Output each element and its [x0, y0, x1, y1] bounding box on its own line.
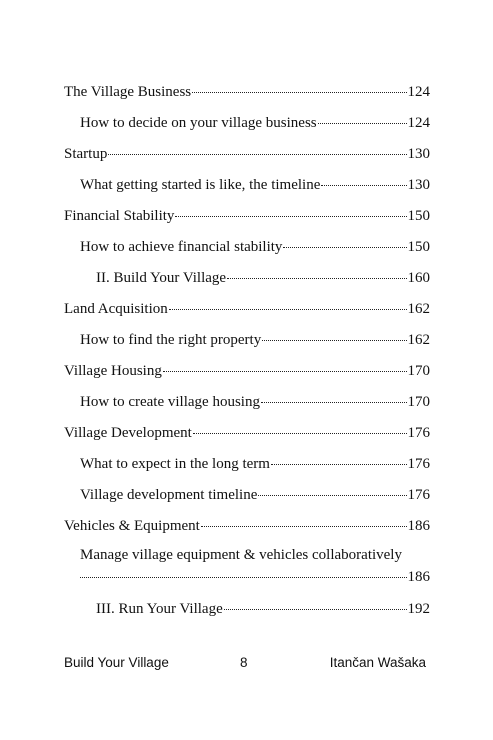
- dot-leader: [169, 309, 407, 310]
- toc-entry-title: What to expect in the long term: [80, 456, 270, 472]
- dot-leader: [262, 340, 406, 341]
- toc-entry-vehicles-equipment[interactable]: [64, 514, 430, 545]
- toc-entry-title: How to find the right property: [80, 332, 262, 348]
- toc-entry-manage-equipment[interactable]: [64, 545, 430, 589]
- toc-entry-page: 150: [407, 239, 430, 255]
- dot-leader: [258, 495, 406, 496]
- toc-entry-page: 176: [407, 487, 430, 503]
- toc-entry-title: Vehicles & Equipment: [64, 518, 200, 534]
- toc-entry-financial-stability[interactable]: [64, 204, 430, 235]
- toc-entry-page: 162: [407, 332, 430, 348]
- dot-leader: [318, 123, 407, 124]
- footer-book-title: Build Your Village: [64, 655, 169, 670]
- toc-entry-page: 162: [407, 301, 430, 317]
- toc-entry-title: How to decide on your village business: [80, 115, 317, 131]
- dot-leader: [108, 154, 406, 155]
- toc-entry-village-housing[interactable]: [64, 359, 430, 390]
- toc-entry-title: How to achieve financial stability: [80, 239, 283, 255]
- toc-entry-page: 130: [407, 146, 430, 162]
- dot-leader: [227, 278, 406, 279]
- toc-entry-title: Village development timeline: [80, 487, 258, 503]
- page-footer: [64, 655, 426, 673]
- dot-leader: [193, 433, 407, 434]
- dot-leader: [201, 526, 407, 527]
- toc-entry-page: 192: [407, 601, 430, 617]
- toc-entry-page: 176: [407, 425, 430, 441]
- toc-entry-page: 170: [407, 363, 430, 379]
- toc-entry-page: 124: [407, 84, 430, 100]
- toc-entry-page: 186: [407, 518, 430, 534]
- toc-entry-startup[interactable]: [64, 142, 430, 173]
- toc-entry-title: What getting started is like, the timeline: [80, 177, 321, 193]
- toc-entry-title: Village Housing: [64, 363, 162, 379]
- toc-entry-village-business[interactable]: [64, 80, 430, 111]
- dot-leader: [271, 464, 407, 465]
- toc-entry-getting-started[interactable]: [64, 173, 430, 204]
- toc-entry-find-property[interactable]: [64, 328, 430, 359]
- toc-entry-page: 186: [407, 569, 430, 585]
- toc-entry-page: 150: [407, 208, 430, 224]
- dot-leader: [175, 216, 406, 217]
- dot-leader: [163, 371, 407, 372]
- toc-entry-page: 160: [407, 270, 430, 286]
- toc-entry-development-timeline[interactable]: [64, 483, 430, 514]
- toc-entry-land-acquisition[interactable]: [64, 297, 430, 328]
- toc-entry-page: 124: [407, 115, 430, 131]
- toc-entry-title: III. Run Your Village: [96, 601, 223, 617]
- dot-leader: [261, 402, 407, 403]
- toc-entry-title: How to create village housing: [80, 394, 260, 410]
- toc-entry-create-housing[interactable]: [64, 390, 430, 421]
- dot-leader: [321, 185, 406, 186]
- toc-entry-decide-business[interactable]: [64, 111, 430, 142]
- toc-entry-part-ii[interactable]: [64, 266, 430, 297]
- toc-entry-page: 130: [407, 177, 430, 193]
- toc-entry-long-term[interactable]: [64, 452, 430, 483]
- footer-page-number: 8: [240, 655, 248, 670]
- toc-entry-title: Financial Stability: [64, 208, 175, 224]
- toc-entry-title: Manage village equipment & vehicles collaboratively: [80, 547, 402, 563]
- toc-entry-page: 170: [407, 394, 430, 410]
- toc-entry-page: 176: [407, 456, 430, 472]
- toc-entry-village-development[interactable]: [64, 421, 430, 452]
- toc-entry-achieve-stability[interactable]: [64, 235, 430, 266]
- dot-leader: [283, 247, 406, 248]
- toc-entry-title: The Village Business: [64, 84, 192, 100]
- toc-entry-part-iii[interactable]: [64, 597, 430, 628]
- dot-leader: [80, 577, 407, 578]
- toc-entry-title: Land Acquisition: [64, 301, 168, 317]
- toc-entry-title: Village Development: [64, 425, 192, 441]
- dot-leader: [224, 609, 407, 610]
- dot-leader: [192, 92, 406, 93]
- table-of-contents: [64, 80, 430, 628]
- toc-entry-leader-line: [80, 567, 430, 589]
- toc-entry-title: II. Build Your Village: [96, 270, 227, 286]
- toc-entry-title: Startup: [64, 146, 108, 162]
- footer-author: Itančan Wašaka: [329, 655, 426, 670]
